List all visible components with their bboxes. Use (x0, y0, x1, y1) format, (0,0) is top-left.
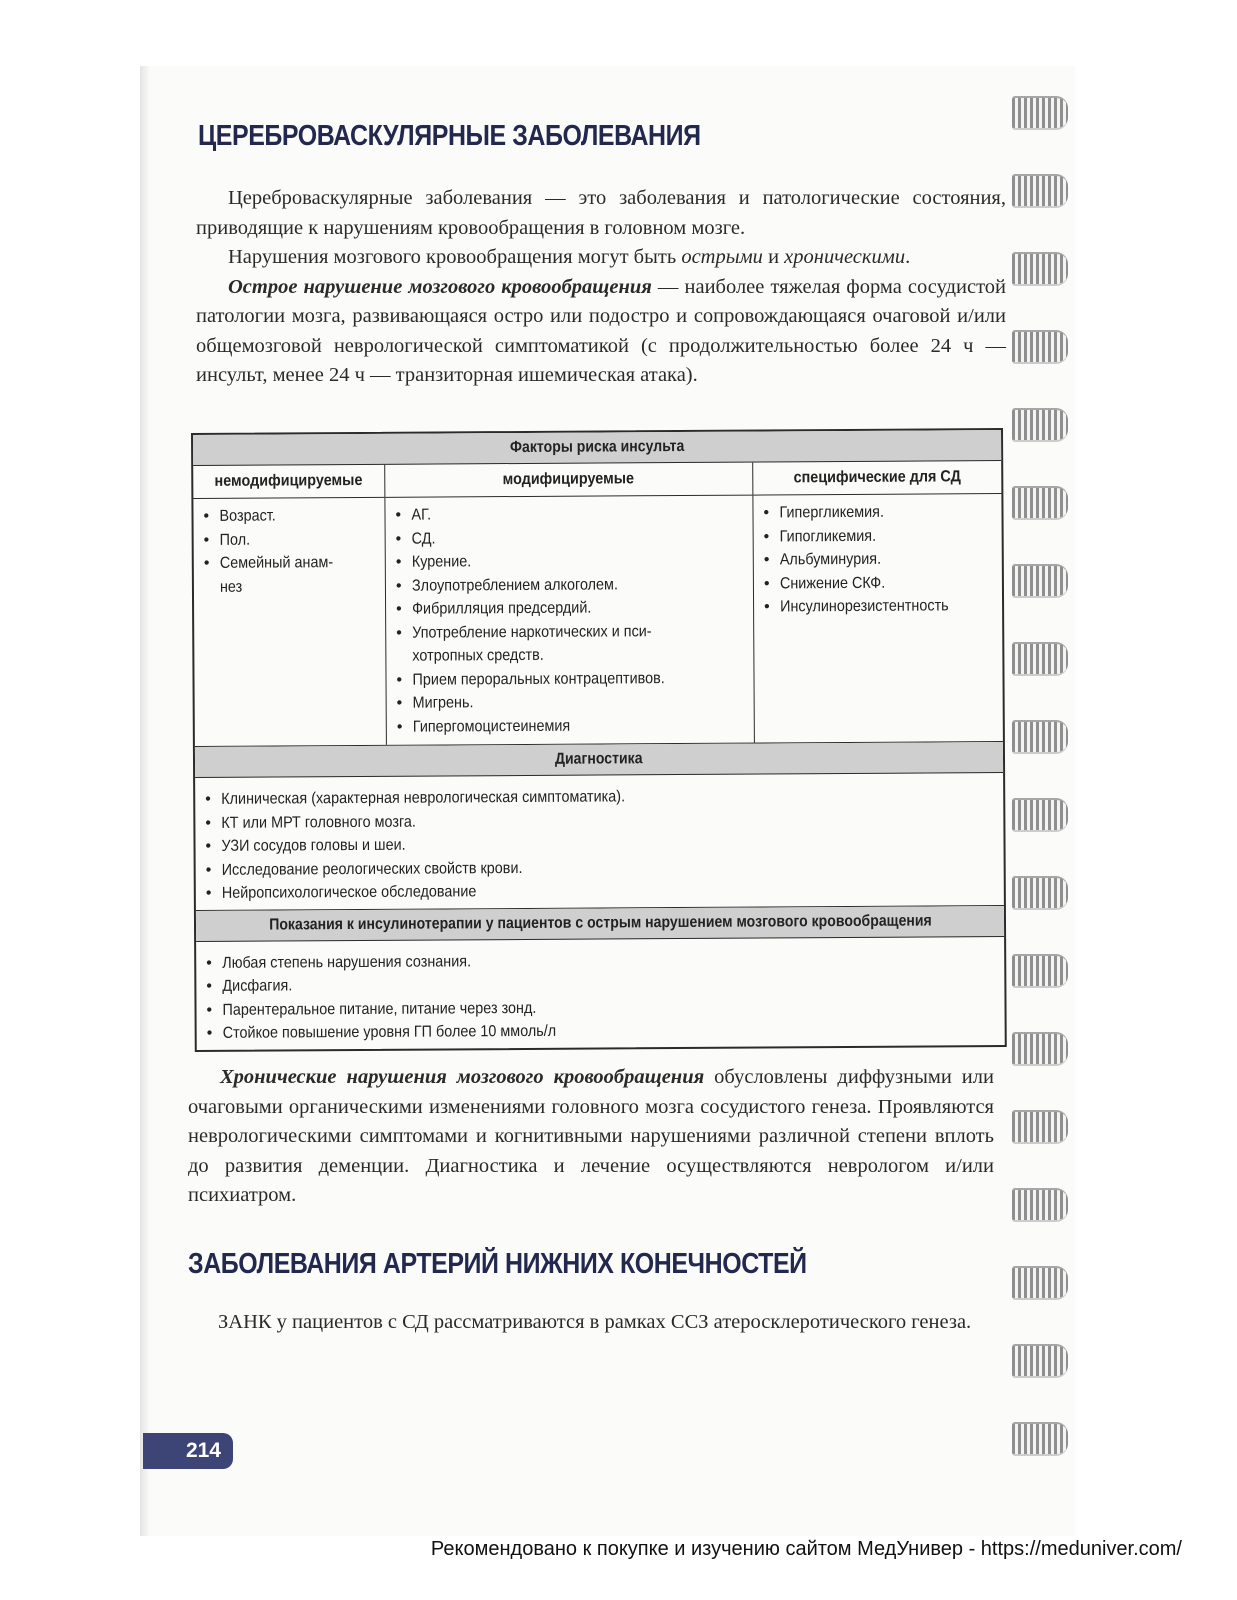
insulin-indications-section (196, 906, 1005, 1050)
binding-ring (1012, 408, 1068, 442)
binding-ring (1012, 486, 1068, 520)
binding-ring (1012, 798, 1068, 832)
binding-ring (1012, 1032, 1068, 1066)
binding-ring (1012, 174, 1068, 208)
diagnostics-section (195, 742, 1004, 910)
list-item: • Употребление наркотических и пси- хотропных средств. (396, 619, 747, 668)
list-item: • Альбуминурия. (764, 547, 996, 572)
list-item: • Злоупотреблением алкоголем. (396, 572, 747, 598)
page-number-tab: 214 (143, 1433, 233, 1469)
binding-ring (1012, 1266, 1068, 1300)
list-item: • Фибрилляция предсердий. (396, 596, 747, 622)
list-item: • Гипергликемия. (763, 500, 995, 525)
list-item: • Мигрень. (397, 690, 748, 716)
column-diabetes-specific (752, 461, 1003, 743)
insulin-indications-list (196, 937, 1005, 1050)
column-header (193, 465, 384, 499)
chronic-term: Хронические нарушения мозгового кровообращения (220, 1066, 705, 1088)
column-header (385, 463, 752, 498)
risk-factors-header (193, 430, 1001, 466)
list-item: • Семейный анам- нез (204, 551, 379, 599)
factor-list (193, 498, 385, 605)
intro-text (196, 184, 1006, 391)
intro-p2-acute: острыми (681, 246, 763, 268)
section-heading-lower-limb-arteries: ЗАБОЛЕВАНИЯ АРТЕРИЙ НИЖНИХ КОНЕЧНОСТЕЙ (188, 1248, 807, 1280)
list-item: • Любая степень нарушения сознания. (206, 947, 998, 975)
section-heading-cerebrovascular: ЦЕРЕБРОВАСКУЛЯРНЫЕ ЗАБОЛЕВАНИЯ (198, 120, 701, 152)
chronic-paragraph (188, 1063, 994, 1211)
spiral-binding (1012, 96, 1072, 1476)
list-item: • Клиническая (характерная неврологическая симптоматика). (205, 783, 997, 811)
intro-p2-start: Нарушения мозгового кровообращения могут быть (228, 246, 682, 268)
chronic-text (188, 1063, 994, 1211)
list-item: • Дисфагия. (206, 970, 998, 998)
binding-ring (1012, 1188, 1068, 1222)
list-item: • Гипергомоцистеинемия (397, 713, 748, 739)
binding-ring (1012, 564, 1068, 598)
zank-paragraph: ЗАНК у пациентов с СД рассматриваются в рамках ССЗ атеросклеротического генеза. (218, 1311, 972, 1333)
binding-ring (1012, 1110, 1068, 1144)
insulin-indications-title: Показания к инсулинотерапии у пациентов с острым нарушением мозгового кровообращения (268, 911, 932, 934)
list-item: • КТ или МРТ головного мозга. (205, 807, 997, 835)
binding-ring (1012, 1344, 1068, 1378)
binding-ring (1012, 876, 1068, 910)
intro-p2-and: и (762, 246, 785, 268)
list-item: • Парентеральное питание, питание через зонд. (206, 994, 998, 1022)
diagnostics-header (195, 742, 1003, 778)
zank-text (186, 1308, 992, 1338)
binding-ring (1012, 96, 1068, 130)
list-item: • Нейропсихологическое обследование (206, 877, 998, 905)
intro-paragraph-1: Цереброваскулярные заболевания — это заболевания и патологические состояния, приводящие к нарушениям кровообращения в головном мозге. (196, 187, 1006, 239)
intro-p2-end: . (905, 246, 911, 268)
list-item: • АГ. (395, 502, 746, 528)
list-item: • Снижение СКФ. (764, 571, 996, 596)
list-item: • Исследование реологических свойств крови. (206, 854, 998, 882)
footer-recommendation: Рекомендовано к покупке и изучению сайтом МедУнивер - https://meduniver.com/ (430, 1538, 1182, 1560)
factor-list (385, 496, 754, 745)
acute-term: Острое нарушение мозгового кровообращения (228, 275, 652, 298)
list-item: • Стойкое повышение уровня ГП более 10 ммоль/л (207, 1017, 999, 1045)
list-item: • Прием пероральных контрацептивов. (396, 666, 747, 692)
binding-ring (1012, 642, 1068, 676)
list-item: • Возраст. (203, 504, 378, 529)
list-item: • Инсулинорезистентность (764, 594, 996, 619)
column-header-label: немодифицируемые (214, 471, 363, 490)
risk-factors-table (191, 428, 1007, 1051)
binding-ring (1012, 330, 1068, 364)
factor-list (753, 494, 1002, 625)
column-header-label: специфические для СД (793, 468, 961, 487)
column-header-label: модифицируемые (503, 470, 635, 489)
list-item: • Гипогликемия. (764, 524, 996, 549)
intro-p2-chronic: хроническими (784, 246, 906, 268)
binding-ring (1012, 954, 1068, 988)
risk-factor-columns (193, 461, 1003, 747)
binding-ring (1012, 720, 1068, 754)
page-edge-shadow (140, 66, 150, 1536)
column-header (753, 461, 1001, 496)
intro-paragraph-3 (196, 273, 1006, 391)
insulin-indications-header (196, 906, 1004, 942)
diagnostics-title: Диагностика (555, 750, 643, 768)
column-modifiable (384, 463, 754, 745)
chronic-definition: обусловлены диффузными или очаговыми органическими изменениями головного мозга сосудистого генеза. Проявляются неврологическими симптомами и когнитивными нарушениями различной степени вплоть до развития деменции. Диагностика и лечение осуществляются неврологом и/или психиатром. (188, 1066, 994, 1206)
binding-ring (1012, 1422, 1068, 1456)
diagnostics-list (195, 773, 1004, 909)
acute-definition: — наиболее тяжелая форма сосудистой патологии мозга, развивающаяся остро или подостро и сопровождающаяся очаговой и/или общемозговой неврологической симптоматикой (с продолжительностью более 24 ч — инсульт, менее 24 ч — транзиторная ишемическая атака). (196, 275, 1006, 386)
list-item: • СД. (396, 525, 747, 551)
list-item: • Курение. (396, 549, 747, 575)
list-item: • УЗИ сосудов головы и шеи. (205, 830, 997, 858)
risk-factors-title: Факторы риска инсульта (509, 437, 685, 457)
binding-ring (1012, 252, 1068, 286)
column-nonmodifiable (193, 465, 386, 746)
intro-paragraph-2 (196, 243, 1006, 273)
list-item: • Пол. (204, 527, 379, 552)
